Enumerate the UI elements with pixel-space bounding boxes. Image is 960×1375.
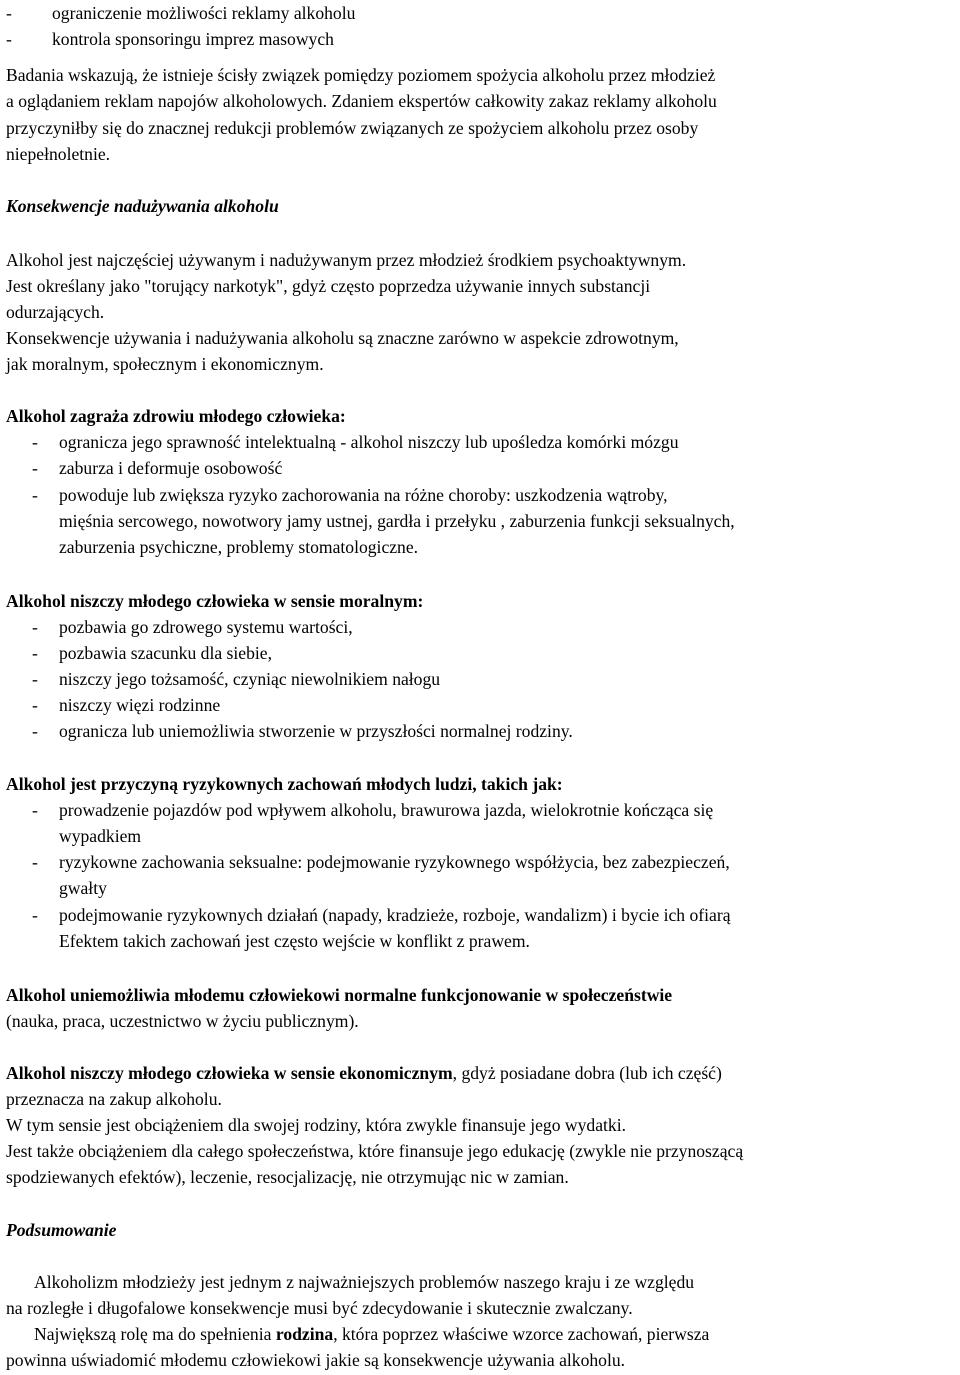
- list-item: pozbawia go zdrowego systemu wartości,: [59, 617, 353, 637]
- paragraph-line: a oglądaniem reklam napojów alkoholowych. Zdaniem ekspertów całkowity zakaz reklamy alkoholu: [6, 91, 717, 111]
- paragraph-line: (nauka, praca, uczestnictwo w życiu publicznym).: [6, 1011, 359, 1031]
- paragraph-line: [6, 1063, 722, 1083]
- paragraph-line: Jest także obciążeniem dla całego społeczeństwa, które finansuje jego edukację (zwykle nie przynoszącą: [6, 1141, 744, 1161]
- list-dash: -: [32, 721, 38, 741]
- list-dash: -: [6, 3, 12, 23]
- paragraph-line: przeznacza na zakup alkoholu.: [6, 1089, 222, 1109]
- list-dash: -: [32, 485, 38, 505]
- list-item-continuation: zaburzenia psychiczne, problemy stomatologiczne.: [59, 537, 419, 557]
- list-dash: -: [32, 643, 38, 663]
- paragraph-line: W tym sensie jest obciążeniem dla swojej rodziny, która zwykle finansuje jego wydatki.: [6, 1115, 627, 1135]
- list-item-continuation: gwałty: [59, 878, 107, 898]
- paragraph-line: Alkohol jest najczęściej używanym i nadużywanym przez młodzież środkiem psychoaktywnym.: [6, 250, 687, 270]
- paragraph-line: Jest określany jako "torujący narkotyk", gdyż często poprzedza używanie innych substancji: [6, 276, 651, 296]
- section-heading: Podsumowanie: [6, 1220, 117, 1240]
- paragraph-line: Konsekwencje używania i nadużywania alkoholu są znaczne zarówno w aspekcie zdrowotnym,: [6, 328, 679, 348]
- list-item: niszczy więzi rodzinne: [59, 695, 221, 715]
- section-heading: Alkohol niszczy młodego człowieka w sensie moralnym:: [6, 591, 424, 611]
- paragraph-line: Alkoholizm młodzieży jest jednym z najważniejszych problemów naszego kraju i ze względu: [34, 1272, 695, 1292]
- paragraph-line: spodziewanych efektów), leczenie, resocjalizację, nie otrzymując nic w zamian.: [6, 1167, 569, 1187]
- text-run: Największą rolę ma do spełnienia: [34, 1324, 276, 1344]
- paragraph-line: odurzających.: [6, 302, 105, 322]
- paragraph-line: powinna uświadomić młodemu człowiekowi jakie są konsekwencje używania alkoholu.: [6, 1350, 626, 1370]
- list-item-continuation: Efektem takich zachowań jest często wejście w konflikt z prawem.: [59, 931, 530, 951]
- section-heading: Alkohol niszczy młodego człowieka w sensie ekonomicznym: [6, 1063, 453, 1083]
- list-dash: -: [6, 29, 12, 49]
- list-dash: -: [32, 800, 38, 820]
- list-item: podejmowanie ryzykownych działań (napady, kradzieże, rozboje, wandalizm) i bycie ich ofiarą: [59, 905, 731, 925]
- heading-tail: , gdyż posiadane dobra (lub ich część): [452, 1063, 722, 1083]
- section-heading: Alkohol jest przyczyną ryzykownych zachowań młodych ludzi, takich jak:: [6, 774, 563, 794]
- paragraph-line: [34, 1324, 709, 1344]
- list-item: ograniczenie możliwości reklamy alkoholu: [52, 3, 356, 23]
- list-item-continuation: mięśnia sercowego, nowotwory jamy ustnej, gardła i przełyku , zaburzenia funkcji seksualnych,: [59, 511, 735, 531]
- list-item: ogranicza lub uniemożliwia stworzenie w przyszłości normalnej rodziny.: [59, 721, 573, 741]
- list-item: ogranicza jego sprawność intelektualną - alkohol niszczy lub upośledza komórki mózgu: [59, 432, 679, 452]
- list-item-continuation: wypadkiem: [59, 826, 142, 846]
- list-item: pozbawia szacunku dla siebie,: [59, 643, 272, 663]
- paragraph-line: niepełnoletnie.: [6, 144, 111, 164]
- paragraph-line: jak moralnym, społecznym i ekonomicznym.: [6, 354, 324, 374]
- section-heading: Konsekwencje nadużywania alkoholu: [6, 196, 279, 216]
- list-dash: -: [32, 695, 38, 715]
- emphasis-rodzina: rodzina: [275, 1324, 334, 1344]
- list-dash: -: [32, 852, 38, 872]
- list-item: niszczy jego tożsamość, czyniąc niewolnikiem nałogu: [59, 669, 441, 689]
- list-item: prowadzenie pojazdów pod wpływem alkoholu, brawurowa jazda, wielokrotnie kończąca się: [59, 800, 714, 820]
- section-heading: Alkohol zagraża zdrowiu młodego człowieka:: [6, 406, 346, 426]
- list-item: kontrola sponsoringu imprez masowych: [52, 29, 334, 49]
- section-heading: Alkohol uniemożliwia młodemu człowiekowi normalne funkcjonowanie w społeczeństwie: [6, 985, 673, 1005]
- list-dash: -: [32, 458, 38, 478]
- list-dash: -: [32, 905, 38, 925]
- list-item: powoduje lub zwiększa ryzyko zachorowania na różne choroby: uszkodzenia wątroby,: [59, 485, 668, 505]
- list-dash: -: [32, 669, 38, 689]
- paragraph-line: przyczyniłby się do znacznej redukcji problemów związanych ze spożyciem alkoholu przez osoby: [6, 118, 699, 138]
- list-item: zaburza i deformuje osobowość: [59, 458, 283, 478]
- list-dash: -: [32, 432, 38, 452]
- paragraph-line: na rozległe i długofalowe konsekwencje musi być zdecydowanie i skutecznie zwalczany.: [6, 1298, 633, 1318]
- list-dash: -: [32, 617, 38, 637]
- list-item: ryzykowne zachowania seksualne: podejmowanie ryzykownego współżycia, bez zabezpieczeń,: [59, 852, 730, 872]
- text-run: , która poprzez właściwe wzorce zachowań, pierwsza: [333, 1324, 710, 1344]
- paragraph-line: Badania wskazują, że istnieje ścisły związek pomiędzy poziomem spożycia alkoholu przez młodzież: [6, 65, 716, 85]
